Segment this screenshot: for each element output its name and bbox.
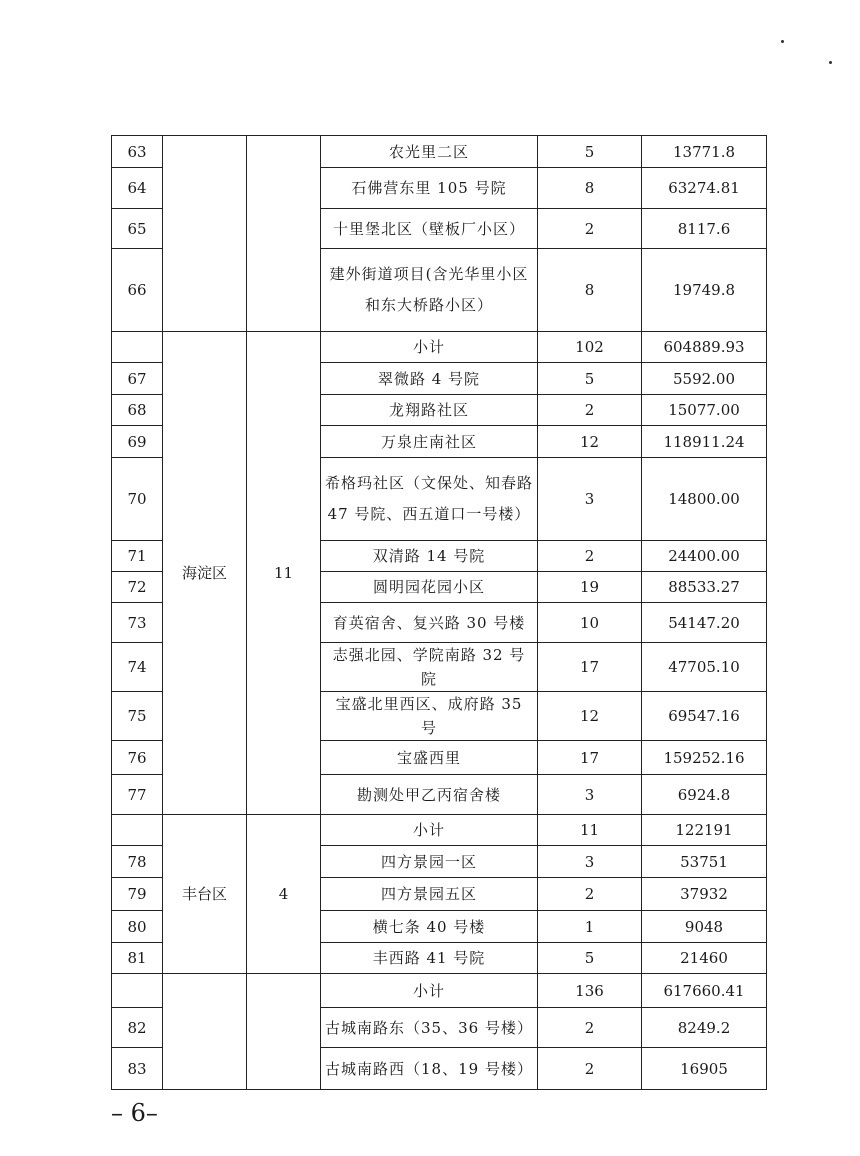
project-name: 圆明园花园小区	[321, 572, 538, 603]
area-value: 24400.00	[642, 541, 767, 572]
speck-mark	[781, 40, 784, 43]
project-name: 古城南路西（18、19 号楼）	[321, 1048, 538, 1090]
project-name: 育英宿舍、复兴路 30 号楼	[321, 603, 538, 643]
row-number: 81	[112, 943, 163, 974]
row-number: 80	[112, 911, 163, 943]
building-count: 11	[538, 815, 642, 846]
building-count: 3	[538, 458, 642, 541]
area-value: 16905	[642, 1048, 767, 1090]
subtotal-label: 小计	[321, 974, 538, 1008]
area-value: 14800.00	[642, 458, 767, 541]
building-count: 2	[538, 395, 642, 426]
building-count: 12	[538, 692, 642, 741]
building-count: 19	[538, 572, 642, 603]
row-number: 71	[112, 541, 163, 572]
subtotal-row	[112, 815, 767, 846]
district-name: 海淀区	[163, 332, 247, 815]
row-number: 65	[112, 209, 163, 249]
subtotal-row	[112, 332, 767, 363]
table-row	[112, 136, 767, 168]
area-value: 9048	[642, 911, 767, 943]
building-count: 5	[538, 363, 642, 395]
area-value: 47705.10	[642, 643, 767, 692]
row-number: 68	[112, 395, 163, 426]
project-name: 宝盛北里西区、成府路 35 号	[321, 692, 538, 741]
project-name: 十里堡北区（壁板厂小区）	[321, 209, 538, 249]
page-number: – 6–	[111, 1099, 158, 1127]
area-value: 617660.41	[642, 974, 767, 1008]
row-number: 75	[112, 692, 163, 741]
project-name: 双清路 14 号院	[321, 541, 538, 572]
row-number: 83	[112, 1048, 163, 1090]
row-number: 78	[112, 846, 163, 878]
area-value: 21460	[642, 943, 767, 974]
building-count: 2	[538, 878, 642, 911]
area-value: 604889.93	[642, 332, 767, 363]
building-count: 2	[538, 209, 642, 249]
area-value: 8249.2	[642, 1008, 767, 1048]
building-count: 17	[538, 643, 642, 692]
area-value: 37932	[642, 878, 767, 911]
project-name: 石佛营东里 105 号院	[321, 168, 538, 209]
building-count: 12	[538, 426, 642, 458]
project-name: 勘测处甲乙丙宿舍楼	[321, 775, 538, 815]
project-name: 横七条 40 号楼	[321, 911, 538, 943]
project-name: 四方景园五区	[321, 878, 538, 911]
area-value: 5592.00	[642, 363, 767, 395]
row-number: 67	[112, 363, 163, 395]
district-count-cell-empty	[247, 974, 321, 1090]
building-count: 2	[538, 1048, 642, 1090]
row-number: 64	[112, 168, 163, 209]
building-count: 8	[538, 249, 642, 332]
row-number: 79	[112, 878, 163, 911]
project-name: 古城南路东（35、36 号楼）	[321, 1008, 538, 1048]
row-number: 82	[112, 1008, 163, 1048]
row-number: 72	[112, 572, 163, 603]
area-value: 15077.00	[642, 395, 767, 426]
project-table	[111, 135, 767, 1090]
row-number: 69	[112, 426, 163, 458]
building-count: 2	[538, 541, 642, 572]
area-value: 54147.20	[642, 603, 767, 643]
area-value: 53751	[642, 846, 767, 878]
row-number: 76	[112, 741, 163, 775]
project-name: 四方景园一区	[321, 846, 538, 878]
row-number: 74	[112, 643, 163, 692]
building-count: 2	[538, 1008, 642, 1048]
building-count: 3	[538, 775, 642, 815]
row-number: 77	[112, 775, 163, 815]
subtotal-label: 小计	[321, 332, 538, 363]
project-name: 建外街道项目(含光华里小区和东大桥路小区）	[321, 249, 538, 332]
project-name: 万泉庄南社区	[321, 426, 538, 458]
area-value: 122191	[642, 815, 767, 846]
building-count: 5	[538, 136, 642, 168]
district-cell-empty	[163, 974, 247, 1090]
building-count: 17	[538, 741, 642, 775]
area-value: 8117.6	[642, 209, 767, 249]
project-name: 丰西路 41 号院	[321, 943, 538, 974]
row-number	[112, 332, 163, 363]
row-number: 70	[112, 458, 163, 541]
project-name: 希格玛社区（文保处、知春路 47 号院、西五道口一号楼）	[321, 458, 538, 541]
building-count: 1	[538, 911, 642, 943]
building-count: 10	[538, 603, 642, 643]
building-count: 8	[538, 168, 642, 209]
area-value: 159252.16	[642, 741, 767, 775]
row-number: 63	[112, 136, 163, 168]
speck-mark	[829, 61, 832, 64]
building-count: 3	[538, 846, 642, 878]
project-name: 志强北园、学院南路 32 号院	[321, 643, 538, 692]
area-value: 69547.16	[642, 692, 767, 741]
project-name: 龙翔路社区	[321, 395, 538, 426]
subtotal-row	[112, 974, 767, 1008]
building-count: 5	[538, 943, 642, 974]
row-number	[112, 815, 163, 846]
subtotal-label: 小计	[321, 815, 538, 846]
area-value: 13771.8	[642, 136, 767, 168]
project-name: 农光里二区	[321, 136, 538, 168]
area-value: 88533.27	[642, 572, 767, 603]
project-name: 翠微路 4 号院	[321, 363, 538, 395]
district-count-cell-empty	[247, 136, 321, 332]
area-value: 19749.8	[642, 249, 767, 332]
building-count: 136	[538, 974, 642, 1008]
area-value: 118911.24	[642, 426, 767, 458]
district-cell-empty	[163, 136, 247, 332]
row-number: 66	[112, 249, 163, 332]
building-count: 102	[538, 332, 642, 363]
area-value: 63274.81	[642, 168, 767, 209]
row-number	[112, 974, 163, 1008]
district-count: 4	[247, 815, 321, 974]
district-count: 11	[247, 332, 321, 815]
area-value: 6924.8	[642, 775, 767, 815]
row-number: 73	[112, 603, 163, 643]
district-name: 丰台区	[163, 815, 247, 974]
project-name: 宝盛西里	[321, 741, 538, 775]
